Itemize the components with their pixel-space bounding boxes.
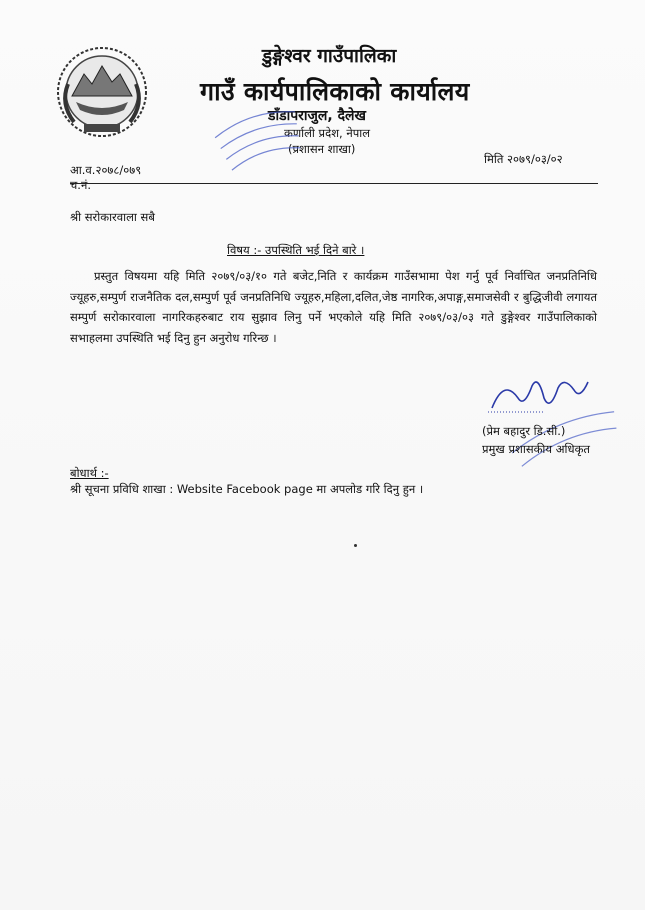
cc-heading: बोधार्थ :- (70, 466, 109, 480)
recipient: श्री सरोकारवाला सबै (70, 210, 155, 224)
speck (354, 544, 357, 547)
office-name: गाउँ कार्यपालिकाको कार्यालय (200, 77, 470, 106)
office-province: कर्णाली प्रदेश, नेपाल (284, 126, 371, 140)
office-section: (प्रशासन शाखा) (288, 142, 356, 156)
cc-line: श्री सूचना प्रविधि शाखा : Website Facebook page मा अपलोड गरि दिनु हुन । (70, 482, 424, 496)
letter-date: मिति २०७९/०३/०२ (484, 152, 563, 166)
office-stamp-icon (210, 104, 310, 176)
fiscal-year: आ.व.२०७८/०७९ (70, 163, 142, 177)
header-divider (70, 183, 598, 184)
body-paragraph: प्रस्तुत विषयमा यहि मिति २०७९/०३/१० गते बजेट,निति र कार्यक्रम गाउँसभामा पेश गर्नु पूर्व निर्वाचित जनप्रतिनिधि ज्यूहरु,सम्पुर्ण राजनैतिक दल,सम्पुर्ण पूर्व जनप्रतिनिधि ज्यूहरु,महिला,दलित,जेष्ठ नागरिक,अपाङ्ग,समाजसेवी र बुद्धिजीवी लगायत सम्पुर्ण सरोकारवाला नागरिकहरुबाट राय सुझाव लिनु पर्ने भएकोले यहि मिति २०७९/०३/०३ गते डुङ्गेश्वर गाउँपालिकाको सभाहलमा उपस्थिति भई दिनु हुन अनुरोध गरिन्छ । (70, 269, 597, 345)
nepal-emblem-icon (54, 44, 150, 140)
subject-line: विषय :- उपस्थिति भई दिने बारे । (227, 243, 365, 257)
office-location: डाँडापराजुल, दैलेख (268, 108, 366, 124)
signatory-title: प्रमुख प्रशासकीय अधिकृत (482, 442, 590, 456)
signatory-name: (प्रेम बहादुर डि.सी.) (482, 424, 566, 438)
dispatch-number: च.नं. (70, 178, 91, 192)
municipality-name: डुङ्गेश्वर गाउँपालिका (262, 45, 397, 67)
